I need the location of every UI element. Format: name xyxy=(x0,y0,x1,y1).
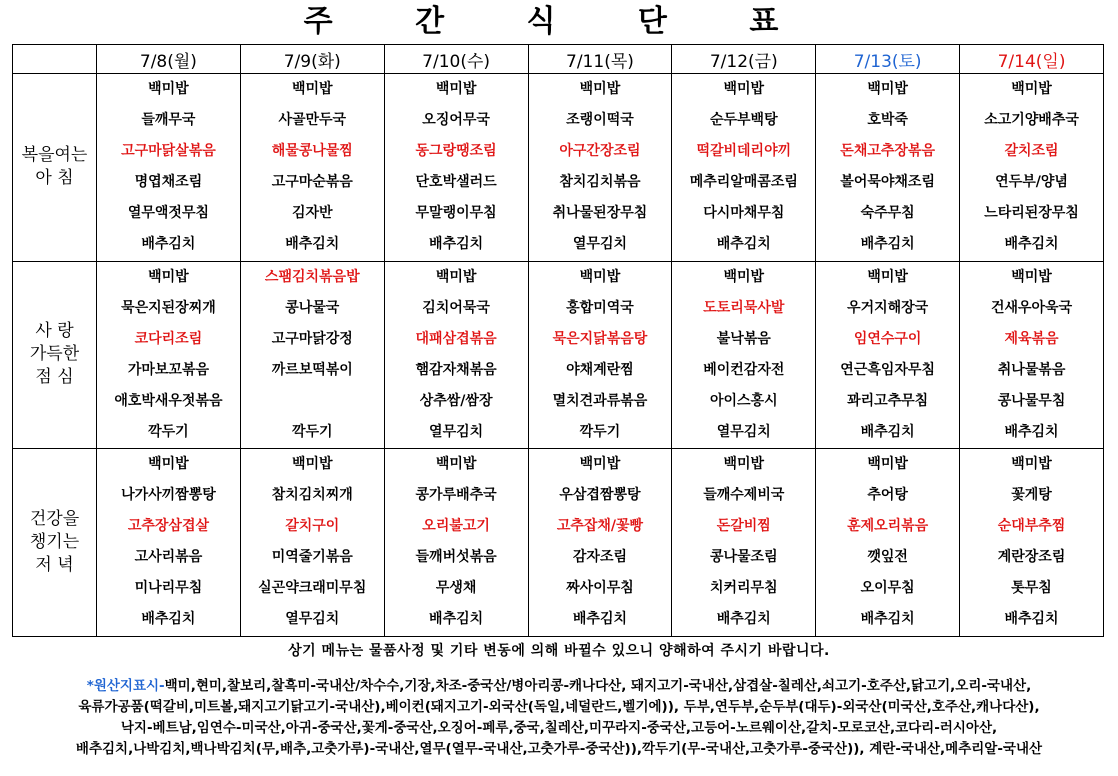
menu-item-main: 고구마닭살볶음 xyxy=(121,143,216,159)
meal-label: 복을여는 아 침 xyxy=(13,74,97,262)
origin-line xyxy=(14,676,1104,697)
menu-cell xyxy=(816,449,960,637)
menu-item: 톳무침 xyxy=(1011,580,1052,597)
menu-item: 콩가루배추국 xyxy=(415,487,497,504)
menu-item-main: 임연수구이 xyxy=(853,330,922,347)
menu-item: 애호박새우젓볶음 xyxy=(114,392,223,409)
menu-item: 명엽채조림 xyxy=(134,174,203,190)
origin-info xyxy=(14,676,1104,760)
menu-item: 백미밥 xyxy=(579,456,621,473)
menu-item: 참치김치찌개 xyxy=(271,487,353,504)
menu-item: 꽃게탕 xyxy=(1011,487,1052,504)
origin-line: 낙지-베트남,임연수-미국산,아귀-중국산,꽃게-중국산,오징어-페루,중국,칠레산,미꾸라지-중국산,고등어-노르웨이산,갈치-모로코산,코다리-러시아산, xyxy=(120,720,998,736)
menu-item: 백미밥 xyxy=(579,81,621,97)
menu-item: 백미밥 xyxy=(723,456,765,473)
menu-item-main: 아구간장조림 xyxy=(559,143,641,159)
menu-item: 연두부/양념 xyxy=(995,174,1068,190)
menu-item: 배추김치 xyxy=(141,611,196,628)
menu-item: 열무김치 xyxy=(429,423,484,440)
menu-cell xyxy=(384,449,528,637)
day-header: 7/10(수) xyxy=(384,45,528,74)
menu-item: 배추김치 xyxy=(860,236,915,252)
menu-cell xyxy=(384,261,528,449)
menu-item: 콩나물조림 xyxy=(709,549,778,566)
menu-item: 백미밥 xyxy=(291,456,333,473)
menu-item: 배추김치 xyxy=(572,611,627,628)
menu-item: 김자반 xyxy=(291,205,333,221)
menu-item: 배추김치 xyxy=(1004,423,1059,440)
menu-item: 햄감자채볶음 xyxy=(415,361,497,378)
menu-item: 깻잎전 xyxy=(867,549,908,566)
menu-item: 들깨버섯볶음 xyxy=(415,549,497,566)
menu-item: 미나리무침 xyxy=(134,580,203,597)
menu-item: 배추김치 xyxy=(429,236,484,252)
menu-item: 가마보꼬볶음 xyxy=(127,361,209,378)
menu-item-main: 갈치조림 xyxy=(1004,143,1059,159)
menu-item: 계란장조림 xyxy=(997,549,1066,566)
menu-item: 단호박샐러드 xyxy=(415,174,497,190)
menu-item: 까르보떡볶이 xyxy=(271,361,353,378)
menu-cell xyxy=(528,449,672,637)
corner-cell xyxy=(13,45,97,74)
menu-item-main: 대패삼겹볶음 xyxy=(415,330,497,347)
menu-item: 오징어무국 xyxy=(422,112,490,128)
menu-cell xyxy=(384,74,528,262)
menu-item: 백미밥 xyxy=(867,81,908,97)
menu-item: 백미밥 xyxy=(148,268,189,285)
meal-row-lunch xyxy=(13,261,1104,449)
menu-item: 배추김치 xyxy=(860,611,915,628)
menu-item: 백미밥 xyxy=(723,81,765,97)
menu-item: 김치어묵국 xyxy=(422,299,490,316)
menu-cell xyxy=(960,261,1104,449)
menu-cell xyxy=(97,261,241,449)
menu-item: 숙주무침 xyxy=(860,205,915,221)
menu-item: 나가사끼짬뽕탕 xyxy=(121,487,216,504)
menu-item: 열무김치 xyxy=(572,236,627,252)
menu-cell xyxy=(960,449,1104,637)
menu-item: 들깨수제비국 xyxy=(703,487,785,504)
menu-item: 백미밥 xyxy=(867,268,908,285)
menu-item: 콩나물무침 xyxy=(997,392,1066,409)
origin-line: 육류가공품(떡갈비,미트볼,돼지고기닭고기-국내산),베이컨(돼지고기-외국산(독일,네덜란드,벨기에)), 두부,연두부,순두부(대두)-외국산(미국산,호주산,캐나다산), xyxy=(78,699,1040,715)
menu-item: 순두부백탕 xyxy=(709,112,778,128)
menu-item: 백미밥 xyxy=(1011,81,1052,97)
menu-item: 깍두기 xyxy=(291,423,333,440)
menu-item: 상추쌈/쌈장 xyxy=(419,392,493,409)
menu-item: 야채계란찜 xyxy=(566,361,634,378)
menu-item-main: 동그랑땡조림 xyxy=(415,143,497,159)
menu-item: 열무김치 xyxy=(285,611,340,628)
menu-cell xyxy=(97,449,241,637)
day-header: 7/12(금) xyxy=(672,45,816,74)
menu-item: 깍두기 xyxy=(148,423,189,440)
menu-item: 감자조림 xyxy=(572,549,627,566)
menu-item-main: 제육볶음 xyxy=(1004,330,1059,347)
menu-item-main: 돈채고추장볶음 xyxy=(840,143,935,159)
menu-item: 백미밥 xyxy=(435,456,477,473)
menu-cell xyxy=(528,74,672,262)
menu-item: 건새우아욱국 xyxy=(990,299,1073,316)
menu-item-main: 갈치구이 xyxy=(285,518,340,535)
menu-item: 백미밥 xyxy=(579,268,621,285)
menu-cell xyxy=(97,74,241,262)
day-header-saturday: 7/13(토) xyxy=(816,45,960,74)
meal-label: 건강을 챙기는 저 녁 xyxy=(13,449,97,637)
day-header-sunday: 7/14(일) xyxy=(960,45,1104,74)
menu-item: 홍합미역국 xyxy=(566,299,634,316)
menu-item: 소고기양배추국 xyxy=(984,112,1079,128)
menu-item: 우거지해장국 xyxy=(847,299,929,316)
menu-cell xyxy=(960,74,1104,262)
menu-item: 배추김치 xyxy=(429,611,484,628)
menu-item: 아이스홍시 xyxy=(709,392,778,409)
menu-item-main: 고추장삼겹살 xyxy=(127,518,209,535)
menu-item: 백미밥 xyxy=(291,81,333,97)
menu-item: 고구마닭강정 xyxy=(271,330,353,347)
menu-cell xyxy=(240,261,384,449)
menu-item: 느타리된장무침 xyxy=(984,205,1079,221)
menu-item: 짜사이무침 xyxy=(566,580,634,597)
menu-cell xyxy=(816,261,960,449)
menu-item-main: 도토리묵사발 xyxy=(703,299,785,316)
menu-item: 묵은지된장찌개 xyxy=(121,299,216,316)
menu-item: 백미밥 xyxy=(867,456,908,473)
menu-cell xyxy=(672,261,816,449)
menu-item: 백미밥 xyxy=(148,456,189,473)
menu-item-main: 오리불고기 xyxy=(422,518,490,535)
menu-item: 사골만두국 xyxy=(278,112,347,128)
menu-item: 추어탕 xyxy=(867,487,908,504)
menu-item: 고구마순볶음 xyxy=(271,174,353,190)
menu-item: 메추리알매콤조림 xyxy=(689,174,798,190)
menu-item-main: 묵은지닭볶음탕 xyxy=(552,330,648,347)
menu-item: 배추김치 xyxy=(285,236,340,252)
menu-item: 연근흑임자무침 xyxy=(840,361,935,378)
menu-item: 취나물볶음 xyxy=(997,361,1066,378)
meal-label: 사 랑 가득한 점 심 xyxy=(13,261,97,449)
menu-item: 치커리무침 xyxy=(709,580,778,597)
meal-row-dinner xyxy=(13,449,1104,637)
menu-item: 우삼겹짬뽕탕 xyxy=(559,487,641,504)
menu-item: 들깨무국 xyxy=(141,112,196,128)
menu-item: 백미밥 xyxy=(1011,456,1052,473)
menu-item: 조랭이떡국 xyxy=(566,112,634,128)
menu-item: 베이컨감자전 xyxy=(703,361,785,378)
menu-item: 무생채 xyxy=(435,580,477,597)
menu-cell xyxy=(672,74,816,262)
menu-item: 백미밥 xyxy=(435,81,477,97)
menu-item-main: 코다리조림 xyxy=(134,330,203,347)
menu-item: 콩나물국 xyxy=(285,299,340,316)
menu-item: 백미밥 xyxy=(435,268,477,285)
menu-item: 불낙볶음 xyxy=(716,330,771,347)
menu-cell xyxy=(528,261,672,449)
menu-item: 배추김치 xyxy=(860,423,915,440)
menu-item: 취나물된장무침 xyxy=(552,205,648,221)
day-header: 7/8(월) xyxy=(97,45,241,74)
menu-item-main: 떡갈비데리야끼 xyxy=(696,143,792,159)
origin-line: 배추김치,나박김치,백나박김치(무,배추,고춧가루)-국내산,열무(열무-국내산,고춧가루-중국산)),깍두기(무-국내산,고춧가루-중국산)), 계란-국내산,메추리알-국내산 xyxy=(75,741,1043,757)
menu-item: 배추김치 xyxy=(716,236,771,252)
menu-item: 실곤약크래미무침 xyxy=(258,580,367,597)
menu-item: 백미밥 xyxy=(148,81,189,97)
page-title: 주 간 식 단 표 xyxy=(303,4,815,39)
menu-item: 미역줄기볶음 xyxy=(271,549,353,566)
menu-item-main: 해물콩나물찜 xyxy=(271,143,353,159)
menu-item: 백미밥 xyxy=(723,268,765,285)
menu-item: 열무김치 xyxy=(716,423,771,440)
menu-item-main: 스팸김치볶음밥 xyxy=(264,268,360,285)
menu-cell xyxy=(672,449,816,637)
origin-text: 백미,현미,찰보리,찰흑미-국내산/차수수,기장,차조-중국산/병아리콩-캐나다산, 돼지고기-국내산,삼겹살-칠레산,쇠고기-호주산,닭고기,오리-국내산, xyxy=(164,678,1032,694)
menu-item-main: 돈갈비찜 xyxy=(716,518,771,535)
menu-cell xyxy=(240,449,384,637)
menu-item: 오이무침 xyxy=(860,580,915,597)
menu-item: 깍두기 xyxy=(579,423,621,440)
menu-cell xyxy=(240,74,384,262)
menu-item: 배추김치 xyxy=(1004,611,1059,628)
menu-item: 참치김치볶음 xyxy=(559,174,641,190)
menu-item-main: 훈제오리볶음 xyxy=(847,518,929,535)
menu-item: 볼어묵야채조림 xyxy=(840,174,935,190)
origin-lead: *원산지표시- xyxy=(86,678,165,694)
menu-item: 배추김치 xyxy=(1004,236,1059,252)
notice-text: 상기 메뉴는 물품사정 및 기타 변동에 의해 바뀔수 있으니 양해하여 주시기 바랍니다. xyxy=(288,643,830,659)
menu-item: 꽈리고추무침 xyxy=(847,392,929,409)
menu-item-main: 고추잡채/꽃빵 xyxy=(556,518,644,535)
menu-item: 열무액젓무침 xyxy=(127,205,209,221)
meal-row-breakfast xyxy=(13,74,1104,262)
menu-item: 백미밥 xyxy=(1011,268,1052,285)
menu-item: 멸치견과류볶음 xyxy=(552,392,648,409)
menu-item: 다시마채무침 xyxy=(703,205,785,221)
menu-item: 무말랭이무침 xyxy=(415,205,497,221)
day-header: 7/9(화) xyxy=(240,45,384,74)
menu-item: 배추김치 xyxy=(141,236,196,252)
menu-item: 배추김치 xyxy=(716,611,771,628)
day-header: 7/11(목) xyxy=(528,45,672,74)
day-header-row xyxy=(13,45,1104,74)
menu-item: 고사리볶음 xyxy=(134,549,203,566)
menu-item-main: 순대부추찜 xyxy=(997,518,1066,535)
weekly-menu-table xyxy=(12,44,1104,637)
menu-cell xyxy=(816,74,960,262)
menu-item: 호박죽 xyxy=(867,112,908,128)
menu-item xyxy=(241,386,384,417)
